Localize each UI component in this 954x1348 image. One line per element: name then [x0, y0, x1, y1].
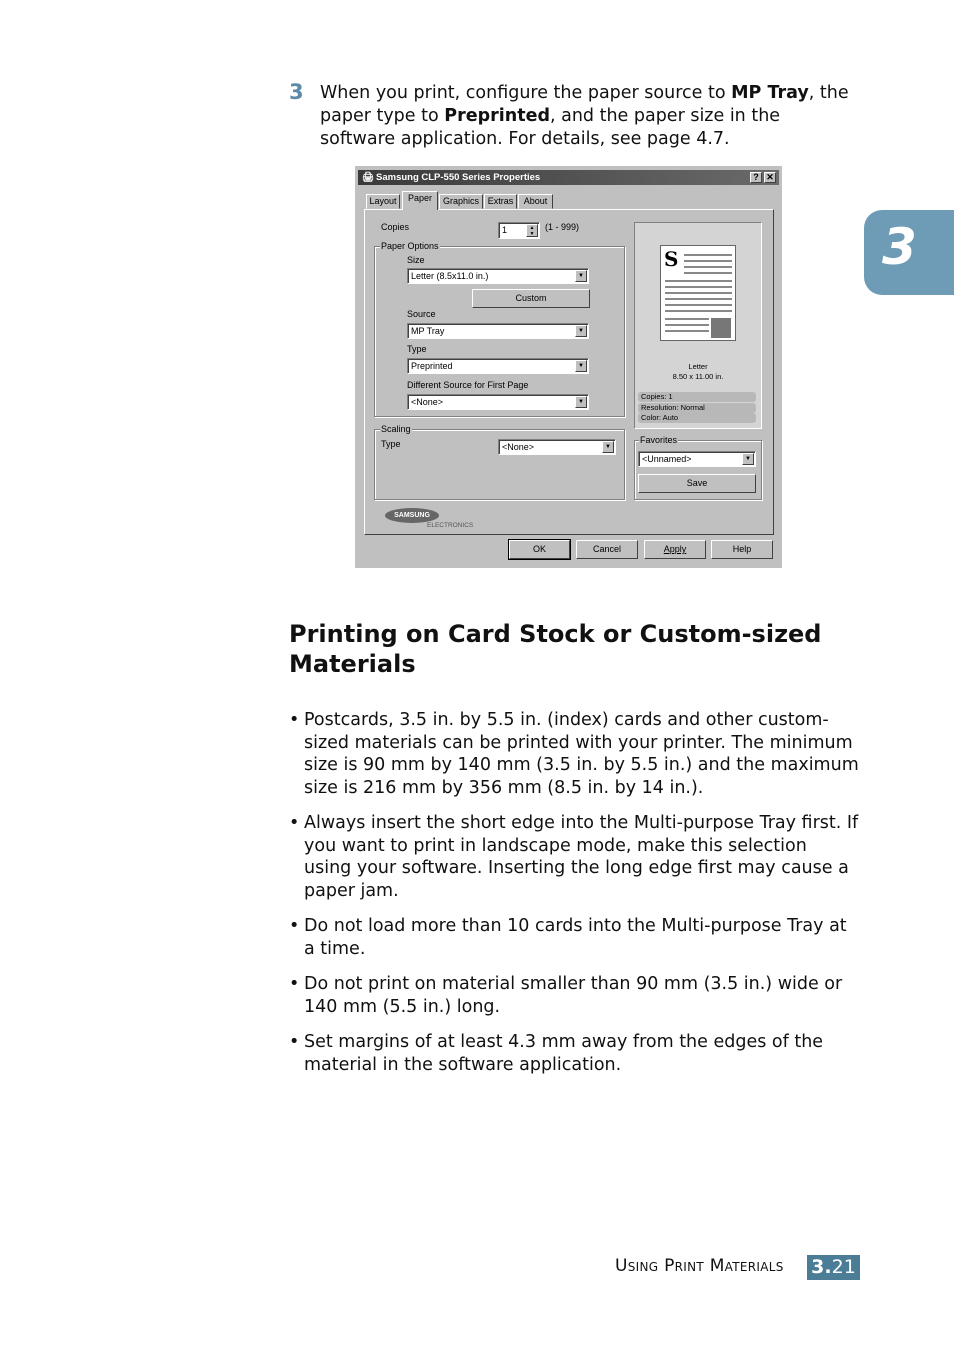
bold-text: MP Tray	[731, 83, 809, 103]
size-select[interactable]	[407, 268, 589, 284]
tab-paper[interactable]: Paper	[402, 191, 438, 210]
scaling-type-select[interactable]	[498, 439, 616, 455]
cancel-button[interactable]: Cancel	[576, 540, 638, 559]
chevron-down-icon[interactable]: ▼	[602, 441, 614, 453]
list-item-text: Do not print on material smaller than 90 mm (3.5 in.) wide or 140 mm (5.5 in.) long.	[304, 974, 843, 1017]
save-button[interactable]: Save	[638, 474, 756, 493]
logo-text: SAMSUNG	[394, 512, 430, 519]
list-item: • Always insert the short edge into the Multi-purpose Tray first. If you want to print in landscape mode, make this selection using your software. Inserting the long edge first may cause a paper jam.	[289, 813, 859, 901]
info-copies: Copies: 1	[638, 392, 756, 402]
help-icon[interactable]: ?	[750, 172, 762, 183]
tab-layout[interactable]: Layout	[366, 194, 400, 209]
tab-extras[interactable]: Extras	[484, 194, 517, 209]
size-label: Size	[407, 255, 425, 265]
list-item: • Set margins of at least 4.3 mm away from the edges of the material in the software application.	[289, 1032, 824, 1075]
source-value: MP Tray	[411, 326, 445, 336]
spin-arrows-icon[interactable]: ▲ ▼	[526, 224, 538, 237]
footer-section: Using Print Materials	[615, 1256, 784, 1276]
list-item-text: Postcards, 3.5 in. by 5.5 in. (index) cards and other custom-sized materials can be printed with your printer. The minimum size is 90 mm by 140 mm (3.5 in. by 5.5 in.) and the maximum size is 216 mm by 356 mm (8.5 in. by 14 in.).	[304, 710, 859, 798]
page-preview-icon: S	[660, 245, 736, 341]
scaling-label: Scaling	[381, 424, 411, 434]
info-resolution: Resolution: Normal	[638, 403, 756, 413]
list-item-text: Always insert the short edge into the Multi-purpose Tray first. If you want to print in landscape mode, make this selection using your software. Inserting the long edge first may cause a paper jam.	[304, 813, 859, 901]
list-item: • Do not load more than 10 cards into the Multi-purpose Tray at a time.	[289, 916, 847, 959]
copies-spinner[interactable]	[498, 222, 540, 239]
chapter-number: 3.	[811, 1256, 832, 1278]
copies-range: (1 - 999)	[545, 222, 580, 232]
diff-source-label: Different Source for First Page	[407, 380, 529, 390]
chevron-down-icon[interactable]: ▼	[575, 360, 587, 372]
close-icon[interactable]: ✕	[764, 172, 776, 183]
ok-button[interactable]: OK	[509, 540, 570, 559]
type-select[interactable]	[407, 358, 589, 374]
help-button[interactable]: Help	[711, 540, 773, 559]
page-value: 21	[831, 1256, 856, 1278]
logo-subtext: ELECTRONICS	[427, 522, 474, 529]
tab-about[interactable]: About	[518, 194, 553, 209]
scaling-type-value: <None>	[502, 442, 535, 452]
source-label: Source	[407, 309, 436, 319]
list-item: • Postcards, 3.5 in. by 5.5 in. (index) cards and other custom-sized materials can be printed with your printer. The minimum size is 90 mm by 140 mm (3.5 in. by 5.5 in.) and the maximum size is 216 mm by 356 mm (8.5 in. by 14 in.).	[289, 710, 859, 798]
favorites-label: Favorites	[640, 435, 678, 445]
size-value: Letter (8.5x11.0 in.)	[411, 271, 489, 281]
chevron-down-icon[interactable]: ▼	[575, 270, 587, 282]
text: , and the paper size in the software application. For details, see page 4.7.	[320, 106, 781, 149]
dialog-title: Samsung CLP-550 Series Properties	[376, 172, 541, 183]
tab-graphics[interactable]: Graphics	[439, 194, 483, 209]
diff-source-select[interactable]	[407, 394, 589, 410]
bold-text: Preprinted	[444, 106, 550, 126]
paper-options-label: Paper Options	[381, 241, 439, 251]
favorites-select[interactable]	[638, 451, 756, 467]
chevron-down-icon[interactable]: ▼	[742, 453, 754, 465]
section-heading: Printing on Card Stock or Custom-sized Materials	[289, 620, 822, 678]
step-number: 3	[289, 80, 304, 104]
printer-icon: 🖨	[362, 172, 375, 183]
list-item-text: Do not load more than 10 cards into the Multi-purpose Tray at a time.	[304, 916, 847, 959]
text: When you print, configure the paper source to	[320, 83, 732, 103]
samsung-logo	[385, 508, 439, 523]
properties-dialog	[355, 166, 782, 568]
diff-source-value: <None>	[411, 397, 444, 407]
list-item-text: Set margins of at least 4.3 mm away from the edges of the material in the software application.	[304, 1032, 824, 1075]
source-select[interactable]	[407, 323, 589, 339]
copies-label: Copies	[381, 222, 410, 232]
chevron-down-icon[interactable]: ▼	[575, 396, 587, 408]
text: , the paper type to	[320, 83, 849, 126]
chevron-down-icon[interactable]: ▼	[575, 325, 587, 337]
chapter-tab	[864, 210, 954, 295]
list-item: • Do not print on material smaller than 90 mm (3.5 in.) wide or 140 mm (5.5 in.) long.	[289, 974, 843, 1017]
type-value: Preprinted	[411, 361, 453, 371]
preview-dims: 8.50 x 11.00 in.	[672, 372, 724, 381]
bullet-list	[289, 709, 859, 1089]
step-text	[320, 82, 860, 151]
page-number	[807, 1255, 860, 1280]
info-color: Color: Auto	[638, 413, 756, 423]
title-bar	[358, 170, 779, 185]
favorites-value: <Unnamed>	[642, 454, 692, 464]
apply-button[interactable]: Apply	[644, 540, 706, 559]
copies-value: 1	[502, 225, 508, 235]
scaling-type-label: Type	[381, 439, 401, 449]
custom-button[interactable]: Custom	[472, 289, 590, 308]
preview-paper: Letter	[688, 362, 708, 371]
type-label: Type	[407, 344, 427, 354]
chapter-number: 3	[882, 218, 917, 276]
